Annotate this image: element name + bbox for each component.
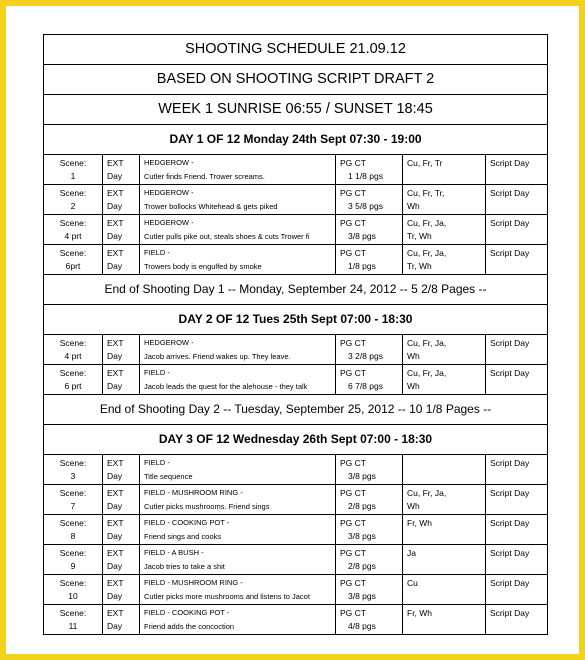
script-day-label: Script Day <box>490 218 530 228</box>
scene-number-cell <box>44 155 103 184</box>
script-day-cell <box>486 155 547 184</box>
setting-int-ext: EXT <box>107 158 124 168</box>
cast-line-1: Fr, Wh <box>407 608 433 618</box>
scene-description: Cutler pulls pike out, steals shoes & cuts Trower fi <box>144 232 310 241</box>
cast-cell <box>403 545 486 574</box>
location-cell <box>140 575 336 604</box>
cast-cell <box>403 215 486 244</box>
cast-line-1: Cu, Fr, Tr, <box>407 188 445 198</box>
time-of-day: Day <box>107 591 123 601</box>
cast-cell <box>403 515 486 544</box>
cast-line-2 <box>407 560 485 573</box>
document-page <box>6 6 579 654</box>
page-count: 6 7/8 pgs <box>348 381 383 391</box>
cast-cell <box>403 575 486 604</box>
page-count-cell <box>336 245 403 274</box>
day-heading: DAY 2 OF 12 Tues 25th Sept 07:00 - 18:30 <box>44 305 547 335</box>
page-count-cell <box>336 485 403 514</box>
setting-int-ext: EXT <box>107 578 124 588</box>
scene-label: Scene: <box>59 338 87 348</box>
scene-number: 1 <box>70 171 76 181</box>
cast-cell <box>403 485 486 514</box>
page-count-cell <box>336 185 403 214</box>
cast-cell <box>403 155 486 184</box>
script-day-cell <box>486 575 547 604</box>
cast-line-2: Tr, Wh <box>407 261 432 271</box>
pg-ct-label: PG CT <box>340 368 366 378</box>
time-of-day: Day <box>107 561 123 571</box>
location-cell <box>140 365 336 394</box>
page-count: 3 2/8 pgs <box>348 351 383 361</box>
location-name: FIELD - MUSHROOM RING - <box>144 578 243 587</box>
cast-line-2 <box>407 530 485 543</box>
page-count-cell <box>336 215 403 244</box>
scene-number: 4 prt <box>64 351 82 361</box>
scene-number: 9 <box>70 561 76 571</box>
scene-row <box>44 245 547 275</box>
location-name: HEDGEROW - <box>144 188 194 197</box>
script-day-label: Script Day <box>490 608 530 618</box>
setting-cell <box>103 245 140 274</box>
page-count-cell <box>336 545 403 574</box>
script-day-cell <box>486 365 547 394</box>
scene-description: Cutler picks mushrooms. Friend sings <box>144 502 270 511</box>
location-name: FIELD - MUSHROOM RING - <box>144 488 243 497</box>
scene-description: Jacob leads the quest for the alehouse - they talk <box>144 382 308 391</box>
day-heading: DAY 3 OF 12 Wednesday 26th Sept 07:00 - 18:30 <box>44 425 547 455</box>
setting-cell <box>103 605 140 634</box>
location-name: FIELD - <box>144 248 170 257</box>
location-cell <box>140 515 336 544</box>
scene-number-cell <box>44 335 103 364</box>
cast-line-2 <box>407 170 485 183</box>
setting-cell <box>103 455 140 484</box>
setting-cell <box>103 365 140 394</box>
cast-cell <box>403 335 486 364</box>
cast-cell <box>403 185 486 214</box>
page-count-cell <box>336 365 403 394</box>
script-draft-line: BASED ON SHOOTING SCRIPT DRAFT 2 <box>44 65 547 95</box>
location-cell <box>140 605 336 634</box>
setting-int-ext: EXT <box>107 188 124 198</box>
cast-line-1: Cu, Fr, Ja, <box>407 248 447 258</box>
setting-int-ext: EXT <box>107 608 124 618</box>
location-cell <box>140 245 336 274</box>
scene-description: Cutler picks more mushrooms and listens to Jacot <box>144 592 310 601</box>
cast-line-1: Cu, Fr, Tr <box>407 158 443 168</box>
script-day-cell <box>486 185 547 214</box>
page-count-cell <box>336 575 403 604</box>
cast-line-1: Ja <box>407 548 416 558</box>
scene-row <box>44 365 547 395</box>
script-day-cell <box>486 245 547 274</box>
cast-line-2 <box>407 470 485 483</box>
setting-int-ext: EXT <box>107 458 124 468</box>
cast-line-2: Wh <box>407 501 420 511</box>
pg-ct-label: PG CT <box>340 248 366 258</box>
location-cell <box>140 545 336 574</box>
scene-description: Trower bollocks Whitehead & gets piked <box>144 202 278 211</box>
scene-description: Friend sings and cooks <box>144 532 222 541</box>
scene-number: 2 <box>70 201 76 211</box>
cast-line-2: Tr, Wh <box>407 231 432 241</box>
script-day-label: Script Day <box>490 338 530 348</box>
setting-int-ext: EXT <box>107 338 124 348</box>
pg-ct-label: PG CT <box>340 158 366 168</box>
scene-row <box>44 215 547 245</box>
scene-description: Cutler finds Friend. Trower screams. <box>144 172 265 181</box>
scene-number-cell <box>44 455 103 484</box>
time-of-day: Day <box>107 501 123 511</box>
cast-cell <box>403 605 486 634</box>
pg-ct-label: PG CT <box>340 488 366 498</box>
page-count: 4/8 pgs <box>348 621 376 631</box>
scene-row <box>44 515 547 545</box>
script-day-label: Script Day <box>490 188 530 198</box>
cast-line-2: Wh <box>407 381 420 391</box>
scene-number: 6prt <box>65 261 81 271</box>
scene-number-cell <box>44 575 103 604</box>
page-count: 3/8 pgs <box>348 471 376 481</box>
script-day-cell <box>486 515 547 544</box>
scene-number: 10 <box>68 591 78 601</box>
scene-label: Scene: <box>59 608 87 618</box>
page-count-cell <box>336 335 403 364</box>
scene-number-cell <box>44 185 103 214</box>
location-cell <box>140 455 336 484</box>
location-name: HEDGEROW - <box>144 218 194 227</box>
scene-number-cell <box>44 515 103 544</box>
page-count-cell <box>336 455 403 484</box>
scene-row <box>44 185 547 215</box>
location-name: FIELD - COOKING POT - <box>144 518 230 527</box>
page-count-cell <box>336 155 403 184</box>
day-heading: DAY 1 OF 12 Monday 24th Sept 07:30 - 19:00 <box>44 125 547 155</box>
end-of-day-summary: End of Shooting Day 1 -- Monday, September 24, 2012 -- 5 2/8 Pages -- <box>44 275 547 305</box>
shooting-schedule-table <box>43 34 548 635</box>
location-cell <box>140 215 336 244</box>
scene-description: Jacob tries to take a shit <box>144 562 225 571</box>
time-of-day: Day <box>107 531 123 541</box>
cast-cell <box>403 245 486 274</box>
cast-line-1: Cu, Fr, Ja, <box>407 368 447 378</box>
page-count: 3/8 pgs <box>348 591 376 601</box>
script-day-label: Script Day <box>490 458 530 468</box>
setting-cell <box>103 545 140 574</box>
script-day-label: Script Day <box>490 488 530 498</box>
setting-cell <box>103 485 140 514</box>
page-count: 3/8 pgs <box>348 231 376 241</box>
location-cell <box>140 185 336 214</box>
script-day-label: Script Day <box>490 158 530 168</box>
scene-label: Scene: <box>59 248 87 258</box>
scene-label: Scene: <box>59 158 87 168</box>
scene-number-cell <box>44 245 103 274</box>
scene-number: 11 <box>68 621 78 631</box>
pg-ct-label: PG CT <box>340 458 366 468</box>
scene-description: Title sequence <box>144 472 193 481</box>
setting-int-ext: EXT <box>107 548 124 558</box>
script-day-label: Script Day <box>490 368 530 378</box>
setting-int-ext: EXT <box>107 488 124 498</box>
cast-line-2 <box>407 620 485 633</box>
scene-number-cell <box>44 545 103 574</box>
scene-row <box>44 155 547 185</box>
pg-ct-label: PG CT <box>340 518 366 528</box>
time-of-day: Day <box>107 351 123 361</box>
week-sunrise-sunset-line: WEEK 1 SUNRISE 06:55 / SUNSET 18:45 <box>44 95 547 125</box>
location-name: FIELD - <box>144 368 170 377</box>
pg-ct-label: PG CT <box>340 578 366 588</box>
scene-number-cell <box>44 485 103 514</box>
scene-number-cell <box>44 365 103 394</box>
scene-label: Scene: <box>59 458 87 468</box>
setting-cell <box>103 515 140 544</box>
cast-line-2 <box>407 590 485 603</box>
scene-row <box>44 455 547 485</box>
script-day-cell <box>486 545 547 574</box>
location-name: FIELD - COOKING POT - <box>144 608 230 617</box>
cast-line-1 <box>407 456 485 470</box>
scene-number-cell <box>44 605 103 634</box>
page-count: 2/8 pgs <box>348 561 376 571</box>
pg-ct-label: PG CT <box>340 218 366 228</box>
page-count: 3/8 pgs <box>348 531 376 541</box>
script-day-cell <box>486 485 547 514</box>
location-cell <box>140 485 336 514</box>
cast-cell <box>403 455 486 484</box>
pg-ct-label: PG CT <box>340 548 366 558</box>
setting-int-ext: EXT <box>107 248 124 258</box>
time-of-day: Day <box>107 201 123 211</box>
scene-label: Scene: <box>59 518 87 528</box>
scene-label: Scene: <box>59 548 87 558</box>
script-day-cell <box>486 455 547 484</box>
time-of-day: Day <box>107 231 123 241</box>
cast-cell <box>403 365 486 394</box>
cast-line-2: Wh <box>407 201 420 211</box>
scene-label: Scene: <box>59 188 87 198</box>
setting-cell <box>103 575 140 604</box>
setting-int-ext: EXT <box>107 218 124 228</box>
setting-int-ext: EXT <box>107 518 124 528</box>
page-count: 2/8 pgs <box>348 501 376 511</box>
script-day-cell <box>486 605 547 634</box>
scene-description: Jacob arrives. Friend wakes up. They leave. <box>144 352 291 361</box>
script-day-label: Script Day <box>490 518 530 528</box>
scene-number: 7 <box>70 501 76 511</box>
scene-description: Trowers body is engulfed by smoke <box>144 262 262 271</box>
location-name: FIELD - A BUSH - <box>144 548 204 557</box>
scene-label: Scene: <box>59 578 87 588</box>
page-count-cell <box>336 605 403 634</box>
script-day-cell <box>486 335 547 364</box>
setting-cell <box>103 215 140 244</box>
page-count: 3 5/8 pgs <box>348 201 383 211</box>
scene-label: Scene: <box>59 218 87 228</box>
scene-row <box>44 545 547 575</box>
scene-label: Scene: <box>59 368 87 378</box>
scene-row <box>44 605 547 635</box>
cast-line-1: Cu, Fr, Ja, <box>407 338 447 348</box>
location-cell <box>140 335 336 364</box>
scene-number: 4 prt <box>64 231 82 241</box>
time-of-day: Day <box>107 621 123 631</box>
scene-number: 8 <box>70 531 76 541</box>
cast-line-1: Cu <box>407 578 418 588</box>
pg-ct-label: PG CT <box>340 338 366 348</box>
time-of-day: Day <box>107 261 123 271</box>
page-count: 1/8 pgs <box>348 261 376 271</box>
cast-line-1: Fr, Wh <box>407 518 433 528</box>
end-of-day-summary: End of Shooting Day 2 -- Tuesday, September 25, 2012 -- 10 1/8 Pages -- <box>44 395 547 425</box>
pg-ct-label: PG CT <box>340 608 366 618</box>
time-of-day: Day <box>107 171 123 181</box>
scene-number: 3 <box>70 471 76 481</box>
scene-number: 6 prt <box>64 381 82 391</box>
time-of-day: Day <box>107 381 123 391</box>
schedule-title: SHOOTING SCHEDULE 21.09.12 <box>44 35 547 65</box>
scene-number-cell <box>44 215 103 244</box>
scene-label: Scene: <box>59 488 87 498</box>
script-day-label: Script Day <box>490 578 530 588</box>
location-cell <box>140 155 336 184</box>
setting-cell <box>103 155 140 184</box>
script-day-label: Script Day <box>490 248 530 258</box>
page-count: 1 1/8 pgs <box>348 171 383 181</box>
days-container <box>44 125 547 635</box>
script-day-cell <box>486 215 547 244</box>
scene-description: Friend adds the concoction <box>144 622 235 631</box>
setting-cell <box>103 335 140 364</box>
location-name: HEDGEROW - <box>144 338 194 347</box>
script-day-label: Script Day <box>490 548 530 558</box>
location-name: HEDGEROW - <box>144 158 194 167</box>
pg-ct-label: PG CT <box>340 188 366 198</box>
cast-line-1: Cu, Fr, Ja, <box>407 488 447 498</box>
scene-row <box>44 335 547 365</box>
setting-int-ext: EXT <box>107 368 124 378</box>
scene-row <box>44 575 547 605</box>
setting-cell <box>103 185 140 214</box>
location-name: FIELD - <box>144 458 170 467</box>
page-count-cell <box>336 515 403 544</box>
time-of-day: Day <box>107 471 123 481</box>
cast-line-1: Cu, Fr, Ja, <box>407 218 447 228</box>
scene-row <box>44 485 547 515</box>
cast-line-2: Wh <box>407 351 420 361</box>
